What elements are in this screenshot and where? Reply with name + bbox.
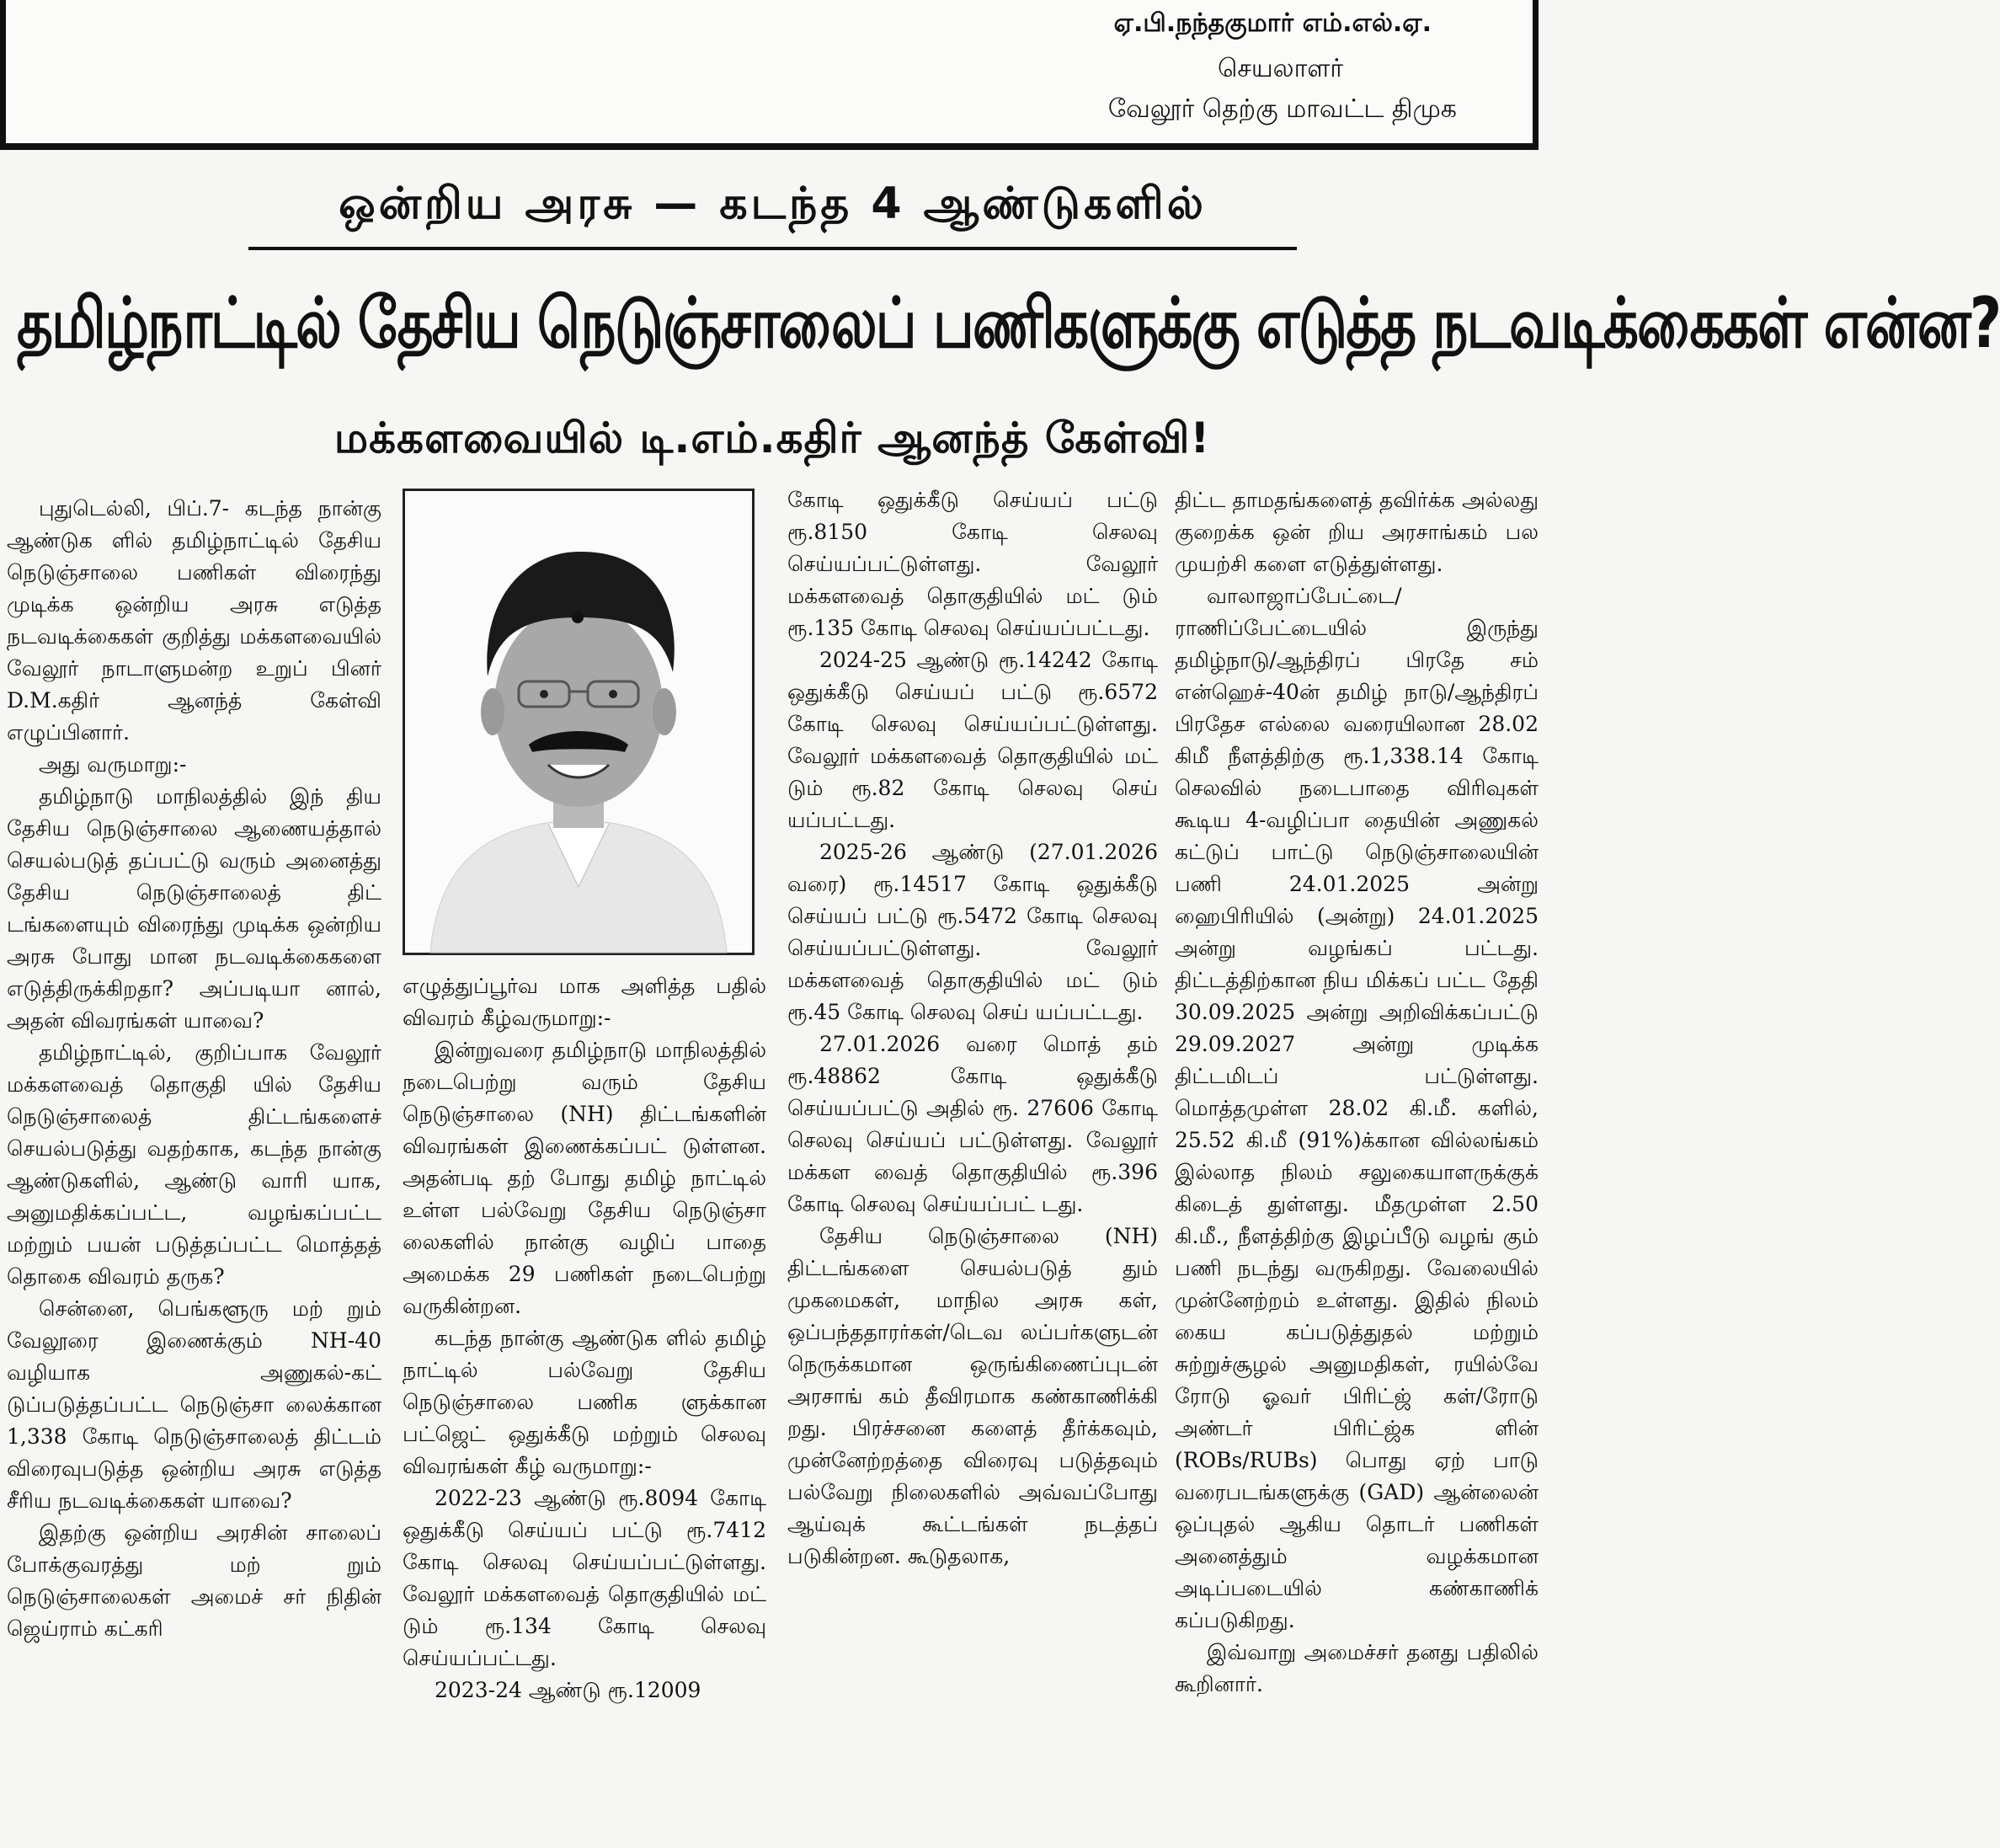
portrait-icon: [405, 491, 752, 953]
paragraph: சென்னை, பெங்களூரு மற் றும் வேலூரை இணைக்கும் NH-40 வழியாக அணுகல்-கட் டுப்படுத்தப்பட்ட நெடுஞ்சா லைக்கான 1,338 கோடி நெடுஞ்சாலைத் திட்டம் விரைவுபடுத்த ஒன்றிய அரசு எடுத்த சீரிய நடவடிக்கைகள் யாவை?: [7, 1296, 381, 1513]
kicker: ஒன்றிய அரசு — கடந்த 4 ஆண்டுகளில்: [248, 179, 1297, 250]
paragraph: தமிழ்நாட்டில், குறிப்பாக வேலூர் மக்களவைத் தொகுதி யில் தேசிய நெடுஞ்சாலைத் திட்டங்களைச் செயல்படுத்து வதற்காக, கடந்த நான்கு ஆண்டுகளில், ஆண்டு வாரி யாக, அனுமதிக்கப்பட்ட, வழங்கப்பட்ட மற்றும் பயன் படுத்தப்பட்ட மொத்தத் தொகை விவரம் தருக?: [7, 1040, 381, 1289]
paragraph: இவ்வாறு அமைச்சர் தனது பதிலில் கூறினார்.: [1175, 1640, 1539, 1696]
paragraph: கோடி ஒதுக்கீடு செய்யப் பட்டு ரூ.8150 கோடி செலவு செய்யப்பட்டுள்ளது. வேலூர் மக்களவைத் தொகுதியில் மட் டும் ரூ.135 கோடி செலவு செய்யப்பட்டது.: [787, 488, 1158, 640]
paragraph: இன்றுவரை தமிழ்நாடு மாநிலத்தில் நடைபெற்று வரும் தேசிய நெடுஞ்சாலை (NH) திட்டங்களின் விவரங்கள் இணைக்கப்பட் டுள்ளன. அதன்படி தற் போது தமிழ் நாட்டில் உள்ள பல்வேறு தேசிய நெடுஞ்சா லைகளில் நான்கு வழிப் பாதை அமைக்க 29 பணிகள் நடைபெற்று வருகின்றன.: [403, 1038, 766, 1318]
portrait-photo: [403, 489, 755, 955]
byline-role: செயலாளர்: [1217, 54, 1343, 83]
article-column-4: [1175, 484, 1539, 1840]
paragraph: 27.01.2026 வரை மொத் தம் ரூ.48862 கோடி ஒதுக்கீடு செய்யப்பட்டு அதில் ரூ. 27606 கோடி செலவு செய்யப் பட்டுள்ளது. வேலூர் மக்கள வைத் தொகுதியில் ரூ.396 கோடி செலவு செய்யப்பட் டது.: [787, 1032, 1158, 1216]
article-column-2: [403, 970, 766, 1842]
paragraph: இதற்கு ஒன்றிய அரசின் சாலைப் போக்குவரத்து மற் றும் நெடுஞ்சாலைகள் அமைச் சர் நிதின் ஜெய்ராம் கட்கரி: [7, 1520, 381, 1641]
article-column-3: [787, 484, 1158, 1840]
paragraph: வாலாஜாப்பேட்டை/ ராணிப்பேட்டையில் இருந்து தமிழ்நாடு/ஆந்திரப் பிரதே சம் என்ஹெச்-40ன் தமிழ் நாடு/ஆந்திரப் பிரதேச எல்லை வரையிலான 28.02 கிமீ நீளத்திற்கு ரூ.1,338.14 கோடி செலவில் நடைபாதை விரிவுகள் கூடிய 4-வழிப்பா தையின் அணுகல் கட்டுப் பாட்டு நெடுஞ்சாலையின் பணி 24.01.2025 அன்று ஹைபிரியில் (அன்று) 24.01.2025 அன்று வழங்கப் பட்டது. திட்டத்திற்கான நிய மிக்கப் பட்ட தேதி 30.09.2025 அன்று அறிவிக்கப்பட்டு 29.09.2027 அன்று முடிக்க திட்டமிடப் பட்டுள்ளது. மொத்தமுள்ள 28.02 கி.மீ. களில், 25.52 கி.மீ (91%)க்கான வில்லங்கம் இல்லாத நிலம் சலுகையாளருக்குக் கிடைத் துள்ளது. மீதமுள்ள 2.50 கி.மீ., நீளத்திற்கு இழப்பீடு வழங் கும் பணி நடந்து வருகிறது. வேலையில் முன்னேற்றம் உள்ளது. இதில் நிலம் கைய கப்படுத்துதல் மற்றும் சுற்றுச்சூழல் அனுமதிகள், ரயில்வே ரோடு ஓவர் பிரிட்ஜ் கள்/ரோடு அண்டர் பிரிட்ஜ்க ளின் (ROBs/RUBs) பொது ஏற் பாடு வரைபடங்களுக்கு (GAD) ஆன்லைன் ஒப்புதல் ஆகிய தொடர் பணிகள் அனைத்தும் வழக்கமான அடிப்படையில் கண்காணிக் கப்படுகிறது.: [1175, 584, 1539, 1632]
byline-name: ஏ.பி.நந்தகுமார் எம்.எல்.ஏ.: [1113, 8, 1432, 38]
headline: தமிழ்நாட்டில் தேசிய நெடுஞ்சாலைப் பணிகளுக்கு எடுத்த நடவடிக்கைகள் என்ன?: [17, 282, 2000, 364]
byline-box: [0, 0, 1539, 150]
paragraph: கடந்த நான்கு ஆண்டுக ளில் தமிழ் நாட்டில் பல்வேறு தேசிய நெடுஞ்சாலை பணிக ளுக்கான பட்ஜெட் ஒதுக்கீடு மற்றும் செலவு விவரங்கள் கீழ் வருமாறு:-: [403, 1326, 766, 1478]
paragraph: 2022-23 ஆண்டு ரூ.8094 கோடி ஒதுக்கீடு செய்யப் பட்டு ரூ.7412 கோடி செலவு செய்யப்பட்டுள்ளது. வேலூர் மக்களவைத் தொகுதியில் மட் டும் ரூ.134 கோடி செலவு செய்யப்பட்டது.: [403, 1486, 766, 1670]
article-column-1: [7, 493, 381, 1840]
byline-district: வேலூர் தெற்கு மாவட்ட திமுக: [1107, 94, 1457, 124]
paragraph: அது வருமாறு:-: [39, 752, 187, 777]
paragraph: புதுடெல்லி, பிப்.7- கடந்த நான்கு ஆண்டுக ளில் தமிழ்நாட்டில் தேசிய நெடுஞ்சாலை பணிகள் விரைந்து முடிக்க ஒன்றிய அரசு எடுத்த நடவடிக்கைகள் குறித்து மக்களவையில் வேலூர் நாடாளுமன்ற உறுப் பினர் D.M.கதிர் ஆனந்த் கேள்வி எழுப்பினார்.: [7, 496, 381, 745]
paragraph: தமிழ்நாடு மாநிலத்தில் இந் திய தேசிய நெடுஞ்சாலை ஆணையத்தால் செயல்படுத் தப்பட்டு வரும் அனைத்து தேசிய நெடுஞ்சாலைத் திட் டங்களையும் விரைந்து முடிக்க ஒன்றிய அரசு போது மான நடவடிக்கைகளை எடுத்திருக்கிறதா? அப்படியா னால், அதன் விவரங்கள் யாவை?: [7, 784, 381, 1033]
paragraph: எழுத்துப்பூர்வ மாக அளித்த பதில் விவரம் கீழ்வருமாறு:-: [403, 974, 766, 1030]
paragraph: 2025-26 ஆண்டு (27.01.2026 வரை) ரூ.14517 கோடி ஒதுக்கீடு செய்யப் பட்டு ரூ.5472 கோடி செலவு செய்யப்பட்டுள்ளது. வேலூர் மக்களவைத் தொகுதியில் மட் டும் ரூ.45 கோடி செலவு செய் யப்பட்டது.: [787, 840, 1158, 1024]
subhead: மக்களவையில் டி.எம்.கதிர் ஆனந்த் கேள்வி!: [333, 414, 1211, 462]
paragraph: 2023-24 ஆண்டு ரூ.12009: [435, 1678, 701, 1702]
paragraph: திட்ட தாமதங்களைத் தவிர்க்க அல்லது குறைக்க ஒன் றிய அரசாங்கம் பல முயற்சி களை எடுத்துள்ளது.: [1175, 488, 1539, 576]
paragraph: தேசிய நெடுஞ்சாலை (NH) திட்டங்களை செயல்படுத் தும் முகமைகள், மாநில அரசு கள், ஒப்பந்ததாரர்கள்/டெவ லப்பர்களுடன் நெருக்கமான ஒருங்கிணைப்புடன் அரசாங் கம் தீவிரமாக கண்காணிக்கி றது. பிரச்சனை களைத் தீர்க்கவும், முன்னேற்றத்தை விரைவு படுத்தவும் பல்வேறு நிலைகளில் அவ்வப்போது ஆய்வுக் கூட்டங்கள் நடத்தப் படுகின்றன. கூடுதலாக,: [787, 1224, 1158, 1568]
paragraph: 2024-25 ஆண்டு ரூ.14242 கோடி ஒதுக்கீடு செய்யப் பட்டு ரூ.6572 கோடி செலவு செய்யப்பட்டுள்ளது. வேலூர் மக்களவைத் தொகுதியில் மட் டும் ரூ.82 கோடி செலவு செய் யப்பட்டது.: [787, 648, 1158, 832]
